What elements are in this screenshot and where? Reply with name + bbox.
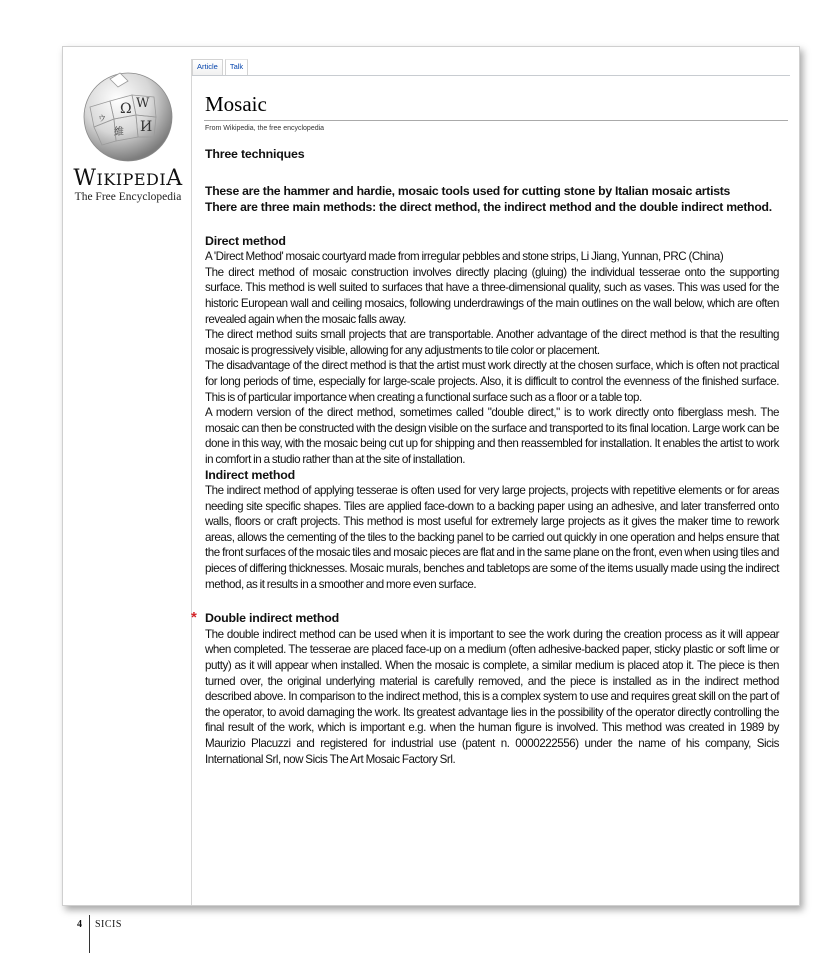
tabs-divider <box>192 75 790 76</box>
article-area <box>191 59 790 905</box>
wikipedia-wordmark <box>63 166 193 191</box>
svg-text:維: 維 <box>114 127 124 138</box>
svg-text:W: W <box>136 96 150 111</box>
paragraph: The direct method of mosaic construction involves directly placing (gluing) the individual tesserae onto the supporting surface. This method is well suited to surfaces that have a three-dimensional quality, such as vases. This was used for the historic European wall and ceiling mosaics, following underdrawings of the main outlines on the wall below, which are often revealed again when the mosaic falls away. <box>205 265 779 326</box>
paragraph: A 'Direct Method' mosaic courtyard made from irregular pebbles and stone strips, Li Jiang, Yunnan, PRC (China) <box>205 250 724 264</box>
svg-text:ウ: ウ <box>98 114 106 123</box>
wikipedia-globe-logo[interactable] <box>80 67 176 163</box>
paragraph: The disadvantage of the direct method is that the artist must work directly at the chosen surface, which is often not practical for long periods of time, especially for large-scale projects. Also, it is difficult to control the evenness of the finished surface. This is of particular importance when creating a functional surface such as a floor or a table top. <box>205 359 779 404</box>
intro-line: There are three main methods: the direct method, the indirect method and the double indirect method. <box>205 199 772 214</box>
paragraph: The indirect method of applying tesserae is often used for very large projects, projects with repetitive elements or for areas needing site specific shapes. Tiles are applied face-down to a backing paper using an adhesive, and later transferred onto walls, floors or craft projects. This method is most useful for extremely large projects as it gives the maker time to rework areas, allows the cementing of the tiles to the backing panel to be carried out quickly in one operation and helps ensure that the front surfaces of the mosaic tiles and mosaic pieces are flat and in the same plane on the front, even when using tiles and pieces of differing thicknesses. Mosaic murals, benches and tabletops are some of the items usually made using the indirect method, as it results in a smoother and more even surface. <box>205 484 779 591</box>
wikipedia-sidebar <box>63 47 193 905</box>
paragraph: The double indirect method can be used when it is important to see the work during the creation process as it will appear when completed. The tesserae are placed face-up on a medium (often adhesive-backed paper, sticky plastic or soft lime or putty) as it will appear when installed. When the mosaic is complete, a similar medium is placed atop it. The piece is then turned over, the original underlying material is carefully removed, and the piece is installed as in the indirect method described above. In comparison to the indirect method, this is a complex system to use and requires great skill on the part of the operator, to avoid damaging the work. Its greatest advantage lies in the possibility of the operator directly controlling the final result of the work, which is important e.g. when the human figure is involved. This method was created in 1989 by Maurizio Placuzzi and registered for industrial use (patent n. 0000222556) under the name of his company, Sicis International Srl, now Sicis The Art Mosaic Factory Srl. <box>205 627 779 766</box>
wordmark-initial: W <box>73 166 97 191</box>
section-heading: Three techniques <box>205 147 305 161</box>
page-subtitle: From Wikipedia, the free encyclopedia <box>205 125 325 132</box>
wordmark-middle: IKIPEDI <box>96 170 167 189</box>
indirect-method-heading: Indirect method <box>205 467 295 482</box>
page-title: Mosaic <box>205 92 267 116</box>
tab-talk[interactable]: Talk <box>225 59 248 75</box>
direct-method-heading: Direct method <box>205 233 286 248</box>
page-card <box>62 46 800 906</box>
paragraph: The direct method suits small projects that are transportable. Another advantage of the direct method is that the resulting mosaic is progressively visible, allowing for any adjustments to tile color or placement. <box>205 328 779 357</box>
footer-divider <box>89 915 90 953</box>
article-content <box>191 147 779 767</box>
publication-name: SICIS <box>95 919 122 930</box>
tab-article[interactable]: Article <box>192 59 223 75</box>
title-divider <box>204 120 788 121</box>
double-indirect-method-heading: Double indirect method <box>205 611 339 626</box>
page-tabs <box>192 59 248 75</box>
asterisk-icon: * <box>191 609 197 627</box>
page-number: 4 <box>77 919 82 930</box>
double-indirect-heading-row <box>191 609 779 627</box>
wikipedia-tagline: The Free Encyclopedia <box>74 191 182 203</box>
intro-line: These are the hammer and hardie, mosaic tools used for cutting stone by Italian mosaic artists <box>205 183 731 198</box>
paragraph: A modern version of the direct method, sometimes called "double direct," is to work directly onto fiberglass mesh. The mosaic can then be constructed with the design visible on the surface and transported to its final location. Large work can be done in this way, with the mosaic being cut up for shipping and then reassembled for installation. It enables the artist to work in comfort in a studio rather than at the site of installation. <box>205 406 779 466</box>
svg-text:Ω: Ω <box>120 101 132 117</box>
svg-text:И: И <box>140 119 153 135</box>
wordmark-final: A <box>166 166 183 191</box>
